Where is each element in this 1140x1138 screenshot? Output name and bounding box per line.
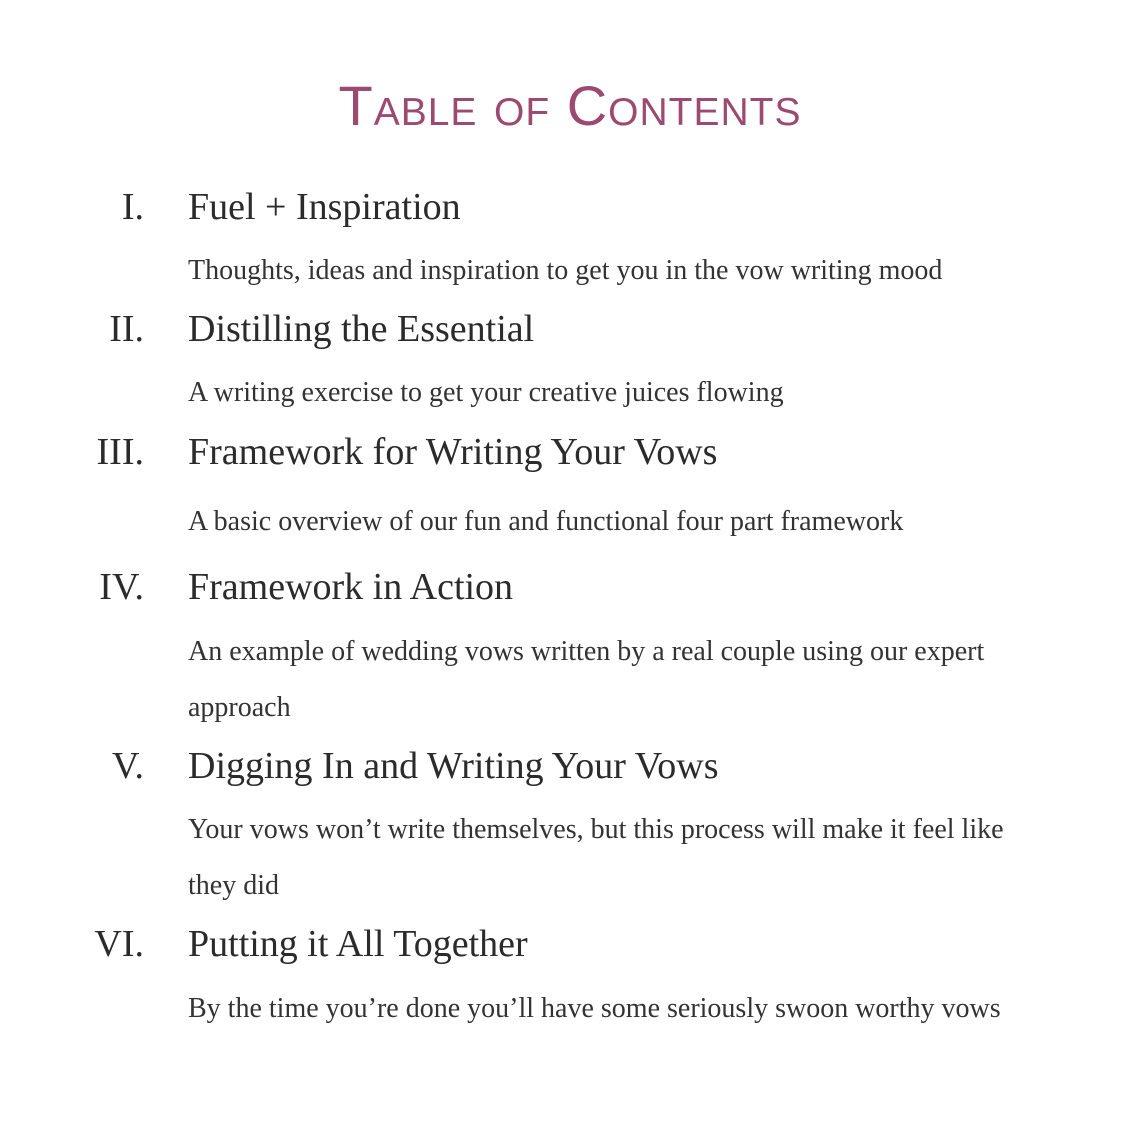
entry-heading: Putting it All Together <box>188 923 528 965</box>
entry-description: A basic overview of our fun and functional four part framework <box>188 506 904 537</box>
entry-numeral: IV. <box>99 566 144 608</box>
entry-description: A writing exercise to get your creative juices flowing <box>188 377 784 408</box>
entry-description: An example of wedding vows written by a real couple using our expert approach <box>188 636 985 723</box>
entry-numeral: V. <box>111 745 144 787</box>
entry-numeral: III. <box>96 431 144 473</box>
entry-heading: Digging In and Writing Your Vows <box>188 745 719 787</box>
entry-description: Thoughts, ideas and inspiration to get you in the vow writing mood <box>188 255 943 286</box>
entry-heading: Distilling the Essential <box>188 308 535 350</box>
entry-numeral: II. <box>109 308 144 350</box>
entry-description: By the time you’re done you’ll have some seriously swoon worthy vows <box>188 993 1001 1024</box>
entry-heading: Framework for Writing Your Vows <box>188 431 718 473</box>
entry-numeral: I. <box>121 186 144 228</box>
entry-heading: Fuel + Inspiration <box>188 186 461 228</box>
entry-description: Your vows won’t write themselves, but this process will make it feel like they did <box>188 814 1004 901</box>
entry-heading: Framework in Action <box>188 566 514 608</box>
page-title: Table of Contents <box>338 74 802 137</box>
entry-numeral: VI. <box>94 923 144 965</box>
